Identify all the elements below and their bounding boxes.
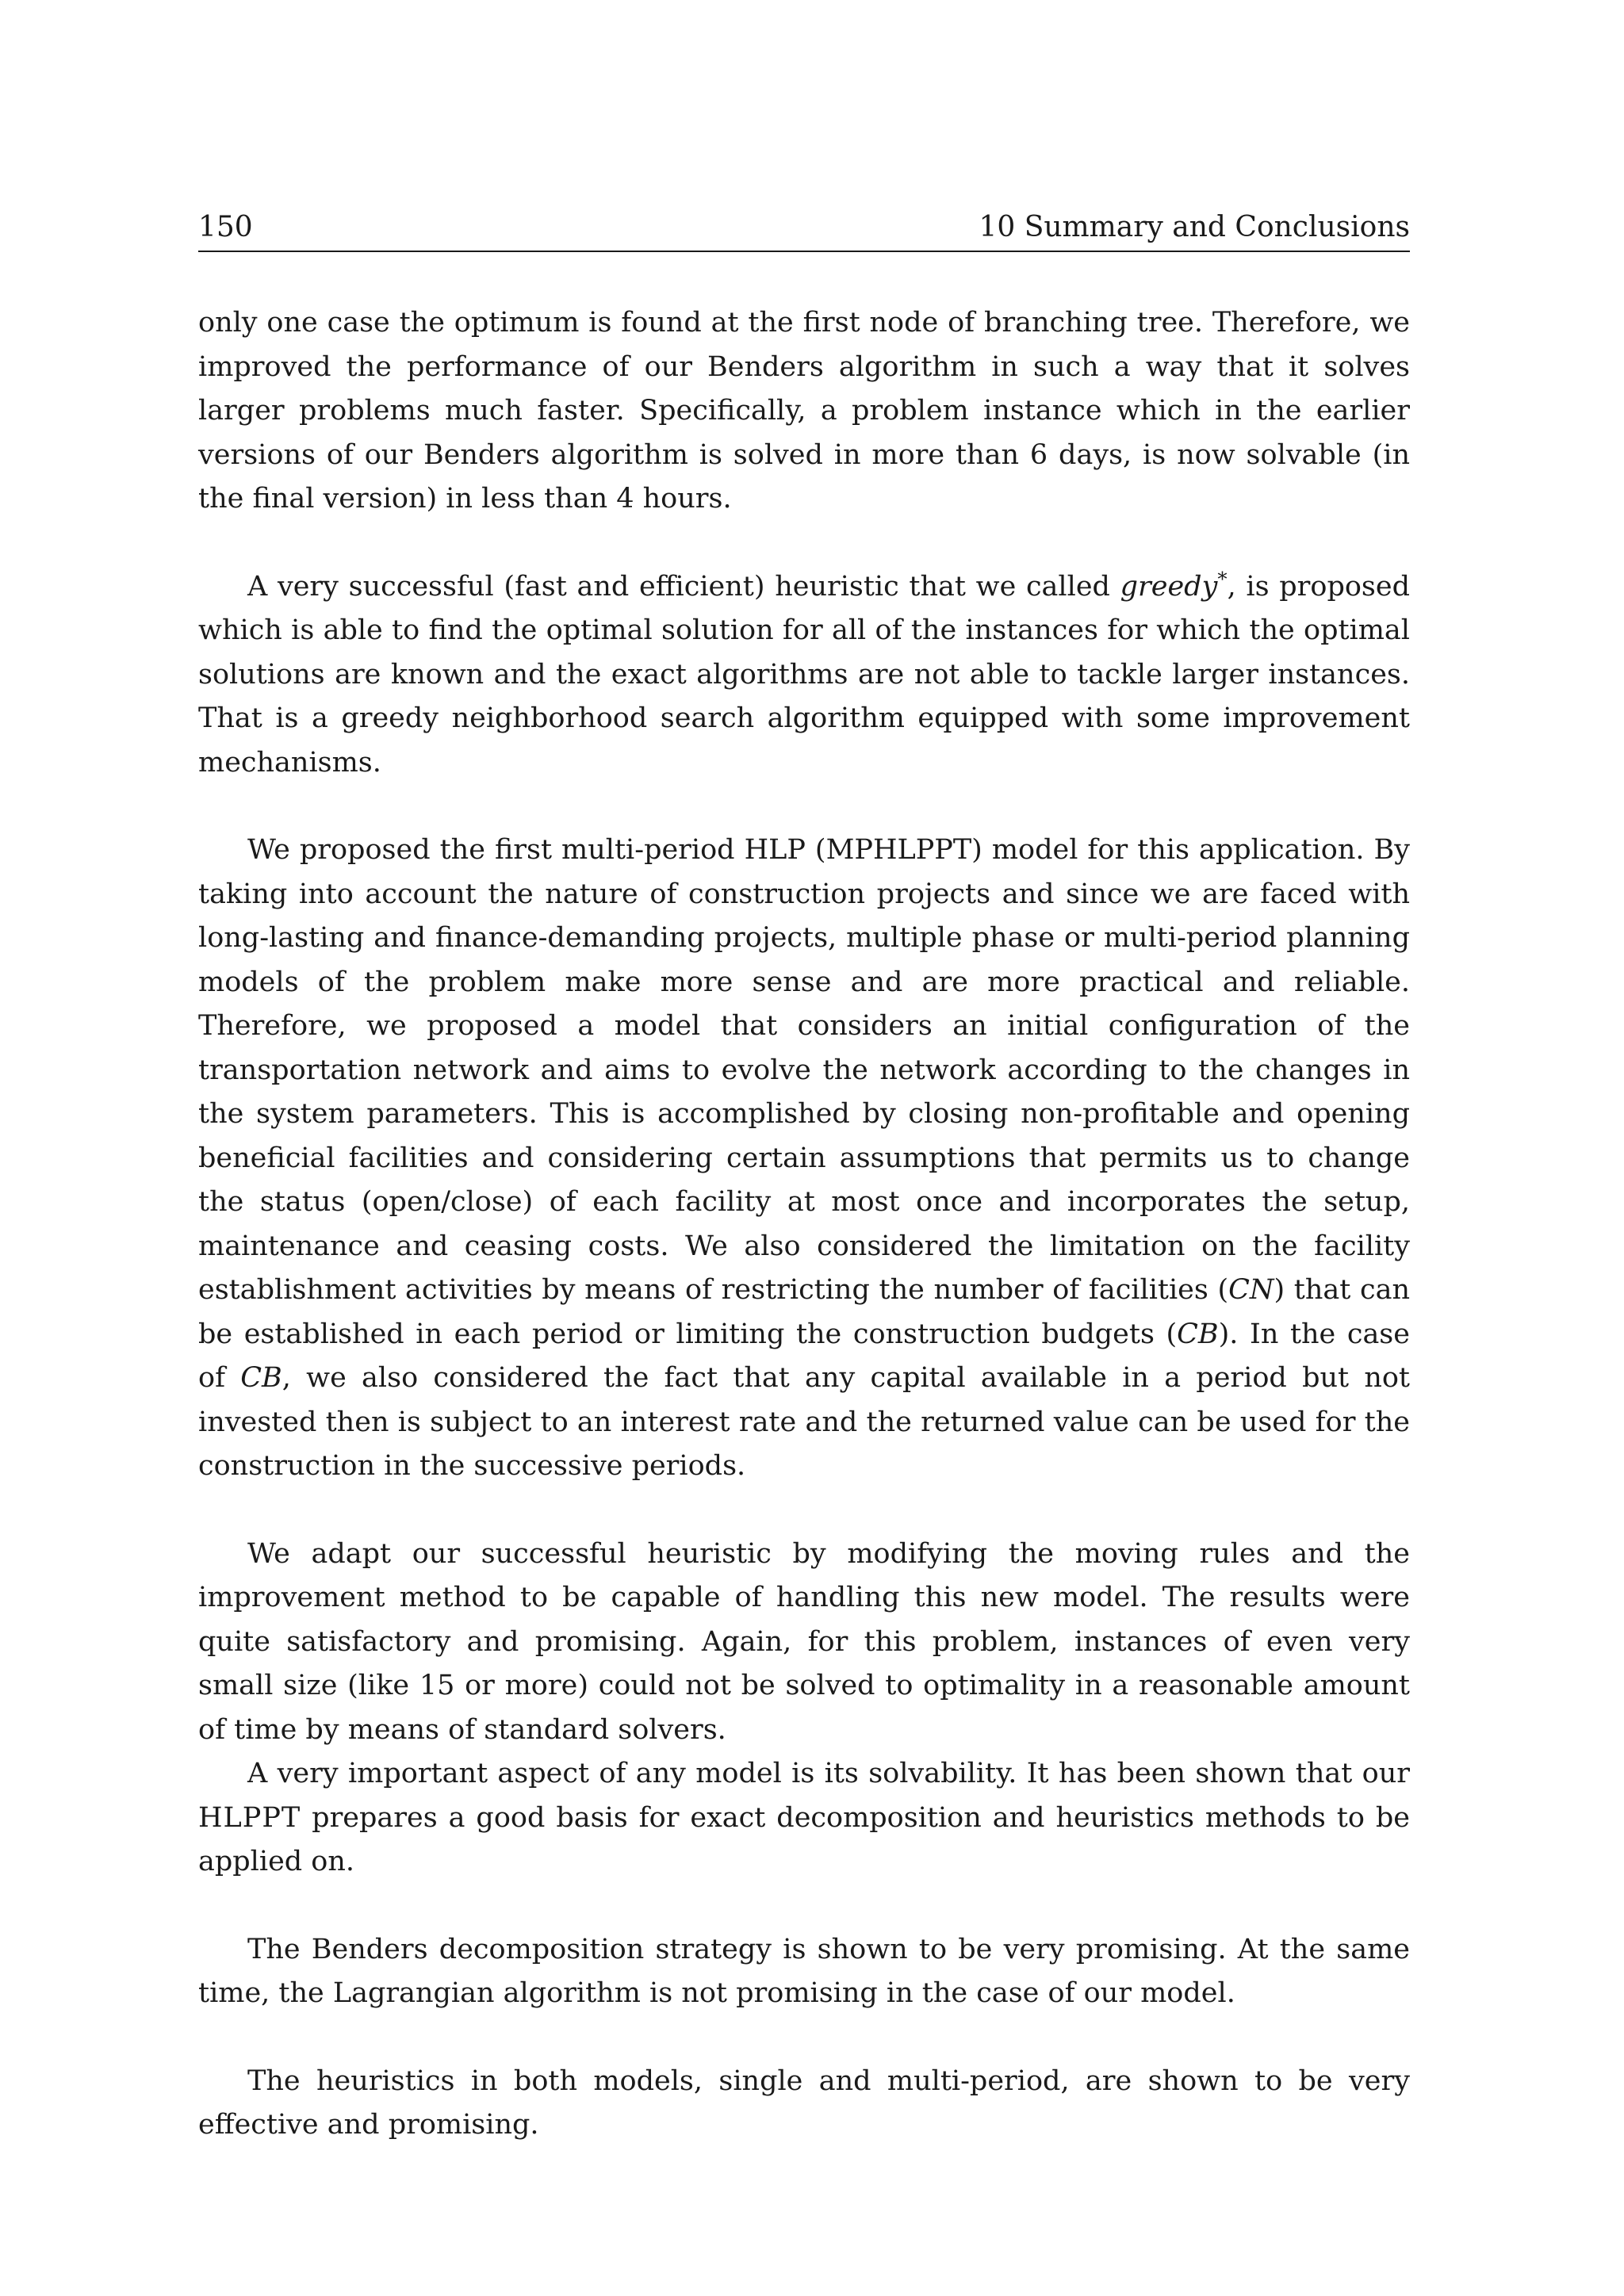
paragraph-2-text-a: A very successful (fast and efficient) heuristic that we called [247,570,1120,603]
running-title: 10 Summary and Conclusions [979,211,1410,243]
paragraph-2 [198,565,1410,786]
paragraph-3-text-c: ). In the case of [198,1318,1410,1394]
cb-symbol: CB [1177,1318,1219,1350]
paragraph-3-text-b: ) that can be established in each period or limiting the construction budgets ( [198,1274,1410,1350]
paragraph-3 [198,828,1410,1489]
cb-symbol-2: CB [240,1362,282,1394]
paragraph-3-text-a: We proposed the first multi-period HLP (MPHLPPT) model for this application. By taking into account the nature of construction projects and since we are faced with long-lasting and finance-demanding projects, multiple phase or multi-period planning models of the problem make more sense and are more practical and reliable. Therefore, we proposed a model that considers an initial configuration of the transportation network and aims to evolve the network according to the changes in the system parameters. This is accomplished by closing non-profitable and opening beneficial facilities and considering certain assumptions that permits us to change the status (open/close) of each facility at most once and incorporates the setup, maintenance and ceasing costs. We also considered the limitation on the facility establishment activities by means of restricting the number of facilities ( [198,834,1410,1306]
page-header [198,208,1410,252]
paragraph-5-text-a: A very important aspect of any model is its solvability. It has been shown that our [247,1758,1410,1789]
paragraph-3-text-d: , we also considered the fact that any capital available in a period but not invested then is subject to an interest rate and the returned value can be used for the construction in the successive periods. [198,1362,1411,1482]
page-number: 150 [198,211,253,243]
paragraph-5-text-b: prepares a good basis for exact decomposition and heuristics methods to be applied on. [198,1801,1410,1877]
greedy-term: greedy [1120,570,1218,603]
paragraph-6: The Benders decomposition strategy is shown to be very promising. At the same time, the Lagrangian algorithm is not promising in the case of our model. [198,1933,1410,2009]
paragraph-7: The heuristics in both models, single and multi-period, are shown to be very effective and promising. [198,2064,1410,2141]
cn-symbol: CN [1228,1274,1274,1306]
paragraph-4: We adapt our successful heuristic by modifying the moving rules and the improvement method to be capable of handling this new model. The results were quite satisfactory and promising. Again, for this problem, instances of even very small size (like 15 or more) could not be solved to optimality in a reasonable amount of time by means of standard solvers. [198,1537,1410,1746]
body-text [198,301,1410,2148]
paragraph-1: only one case the optimum is found at the first node of branching tree. Therefore, we improved the performance of our Benders algorithm in such a way that it solves larger problems much faster. Specifically, a problem instance which in the earlier versions of our Benders algorithm is solved in more than 6 days, is now solvable (in the final version) in less than 4 hours. [198,307,1410,515]
hlppt-term: HLPPT [198,1801,301,1834]
greedy-superscript: * [1217,566,1228,590]
paragraph-2-text-b: , is proposed which is able to find the optimal solution for all of the instances for which the optimal solutions are known and the exact algorithms are not able to tackle larger instances. That is a greedy neighborhood search algorithm equipped with some improvement mechanisms. [198,570,1410,779]
paragraph-5 [198,1752,1410,1885]
